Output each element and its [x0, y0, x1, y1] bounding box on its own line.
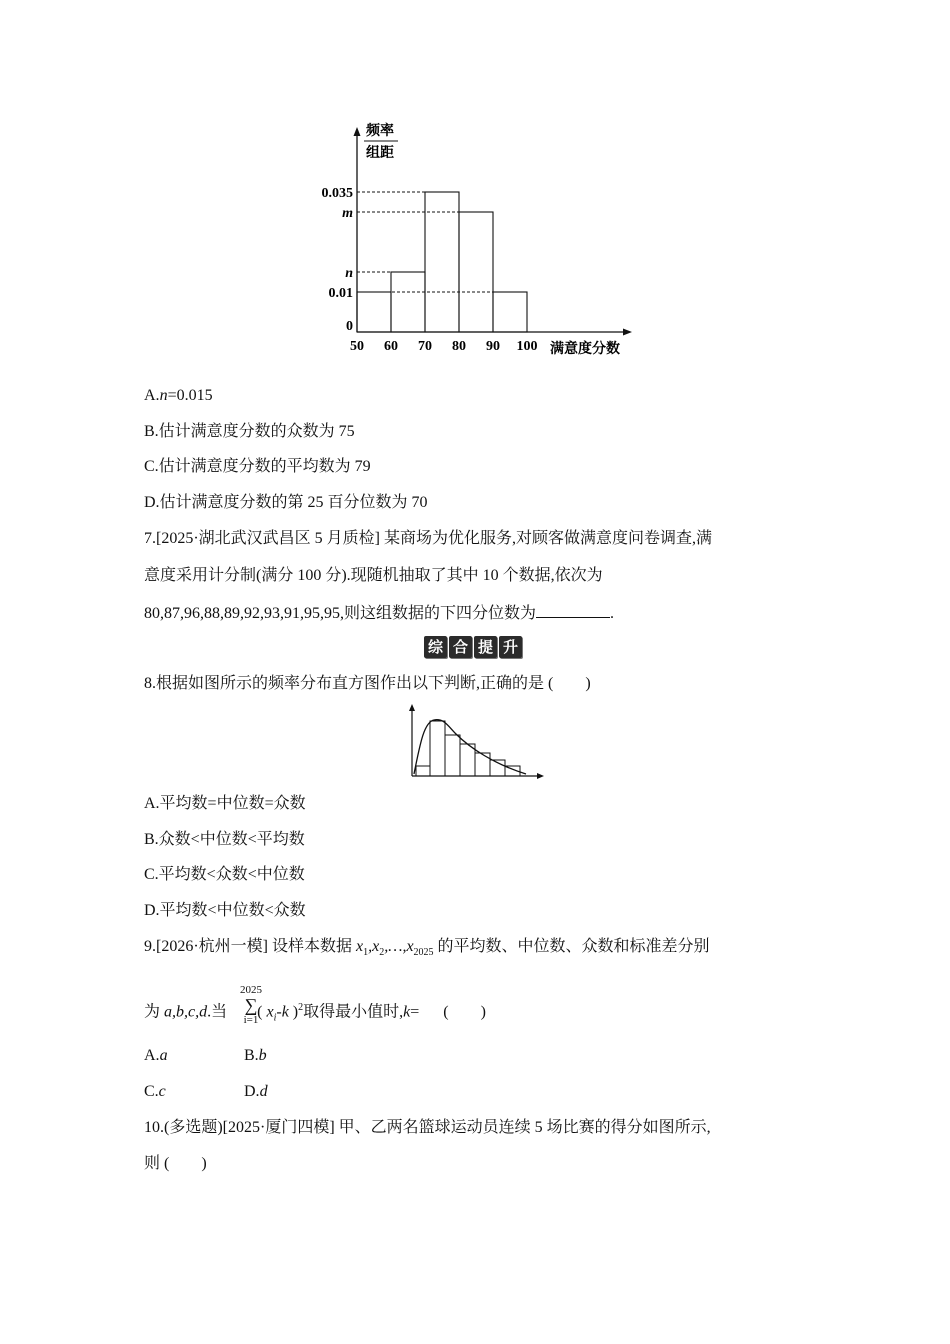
q9-option-a — [144, 1044, 244, 1068]
q7-data-text: 80,87,96,88,89,92,93,91,95,95,则这组数据的下四分位数为 — [144, 605, 537, 622]
q9-options-row1 — [144, 1044, 267, 1068]
q9-k: k — [403, 1003, 411, 1021]
q9-xn: ,…,x — [384, 938, 414, 955]
q9-sub3: 2025 — [413, 947, 434, 959]
q6-option-a-var: n — [159, 387, 168, 404]
fig2-bar-1 — [416, 766, 430, 776]
q9-line2-prefix: 为 — [144, 1003, 165, 1021]
q9-option-b — [244, 1047, 267, 1064]
q7-period: . — [610, 605, 615, 622]
skewed-histogram-figure — [404, 704, 546, 782]
q9-line1 — [144, 935, 710, 965]
q9-expr-close: ) — [292, 1003, 299, 1021]
q9-option-b-label: B. — [244, 1047, 259, 1064]
q9-expr-minus: - — [276, 1003, 282, 1021]
q8-option-a: A.平均数=中位数=众数 — [144, 795, 306, 812]
q9-sum-lower: i=1 — [243, 1014, 259, 1026]
fig2-y-arrow — [409, 704, 415, 711]
q6-option-d: D.估计满意度分数的第 25 百分位数为 70 — [144, 494, 428, 511]
y-tick-label-3: n — [345, 266, 353, 281]
y-axis-label-bottom: 组距 — [366, 146, 394, 161]
histogram-bar-2 — [391, 272, 425, 332]
q10-ze: 则 — [144, 1155, 161, 1172]
q10-line2 — [144, 1152, 207, 1176]
q9-expr-i: i — [273, 1012, 277, 1024]
histogram-bar-3 — [425, 192, 459, 332]
q9-expr-x: x — [266, 1003, 274, 1021]
banner-char-1: 综 — [424, 636, 447, 658]
q9-option-c-label: C. — [144, 1083, 159, 1100]
x-axis-arrow — [623, 329, 632, 336]
fig2-bar-5 — [475, 753, 490, 776]
q9-sub1: 1 — [363, 947, 369, 959]
x-tick-label-70: 70 — [418, 339, 432, 354]
q9-option-b-value: b — [258, 1047, 267, 1064]
q9-option-c-value: c — [158, 1083, 166, 1100]
fig2-x-arrow — [537, 773, 544, 779]
q7-line2: 意度采用计分制(满分 100 分).现随机抽取了其中 10 个数据,依次为 — [144, 567, 603, 584]
q9-option-a-label: A. — [144, 1047, 160, 1064]
q9-sub2: 2 — [379, 947, 385, 959]
q7-answer-blank — [536, 601, 610, 618]
q9-option-a-value: a — [159, 1047, 168, 1064]
q9-expr-k: k — [281, 1003, 289, 1021]
x-tick-label-50: 50 — [350, 339, 364, 354]
q7-line3 — [144, 601, 614, 626]
q9-options-row2 — [144, 1080, 268, 1104]
y-tick-label-2: m — [342, 206, 353, 221]
q9-tail: 取得最小值时, — [303, 1003, 404, 1021]
y-axis-label-top: 频率 — [366, 124, 394, 139]
y-tick-label-4: 0.01 — [328, 286, 353, 301]
q9-expr-open: ( — [257, 1003, 263, 1021]
q9-option-d — [244, 1083, 268, 1100]
q9-x2: ,x — [368, 938, 380, 955]
x-tick-label-80: 80 — [452, 339, 466, 354]
banner-char-4: 升 — [499, 636, 522, 658]
q8-stem-text: 8.根据如图所示的频率分布直方图作出以下判断,正确的是 — [144, 675, 545, 692]
y-tick-label-1: 0.035 — [321, 186, 353, 201]
x-tick-label-100: 100 — [516, 339, 538, 354]
q9-eq: = — [410, 1003, 420, 1021]
x-tick-label-90: 90 — [486, 339, 500, 354]
q8-answer-paren: ( ) — [548, 675, 591, 692]
q9-sum-sigma: ∑ — [244, 995, 258, 1015]
q6-option-a-label: A. — [144, 387, 160, 404]
x-tick-label-60: 60 — [384, 339, 398, 354]
q9-when: .当 — [207, 1003, 228, 1021]
y-axis-arrow — [354, 127, 361, 136]
q9-vars: a,b,c,d — [164, 1003, 208, 1021]
q9-expr-pow: 2 — [298, 1002, 304, 1013]
q9-option-c — [144, 1080, 244, 1104]
section-banner — [424, 636, 522, 658]
q7-line1: 7.[2025·湖北武汉武昌区 5 月质检] 某商场为优化服务,对顾客做满意度问卷调查,满 — [144, 530, 712, 547]
fig2-bar-3 — [445, 735, 460, 776]
q9-line2 — [144, 996, 486, 1031]
q6-option-a-rest: =0.015 — [167, 387, 213, 404]
frequency-histogram — [300, 115, 640, 365]
q8-option-b: B.众数<中位数<平均数 — [144, 831, 305, 848]
x-axis-label: 满意度分数 — [550, 342, 620, 357]
q8-option-c: C.平均数<众数<中位数 — [144, 866, 305, 883]
q10-answer-paren: ( ) — [164, 1155, 207, 1172]
q9-option-d-label: D. — [244, 1083, 260, 1100]
banner-char-3: 提 — [474, 636, 497, 658]
banner-char-2: 合 — [449, 636, 472, 658]
q6-option-c: C.估计满意度分数的平均数为 79 — [144, 458, 371, 475]
q6-option-b: B.估计满意度分数的众数为 75 — [144, 423, 355, 440]
histogram-bar-4 — [459, 212, 493, 332]
q9-suffix: 的平均数、中位数、众数和标准差分别 — [433, 938, 710, 955]
q10-line1: 10.(多选题)[2025·厦门四模] 甲、乙两名篮球运动员连续 5 场比赛的得分如图所示, — [144, 1119, 711, 1136]
q9-answer-paren: ( ) — [443, 1003, 486, 1021]
histogram-bar-1 — [357, 292, 391, 332]
y-tick-label-zero: 0 — [346, 319, 353, 334]
fig2-bar-2 — [430, 721, 445, 776]
q9-x1: x — [356, 938, 364, 955]
q9-prefix: 9.[2026·杭州一模] 设样本数据 — [144, 938, 356, 955]
q6-option-a — [144, 384, 213, 408]
q8-option-d: D.平均数<中位数<众数 — [144, 902, 306, 919]
q8-stem — [144, 672, 591, 696]
q9-sum-upper: 2025 — [240, 984, 262, 996]
q9-option-d-value: d — [259, 1083, 268, 1100]
histogram-bar-5 — [493, 292, 527, 332]
